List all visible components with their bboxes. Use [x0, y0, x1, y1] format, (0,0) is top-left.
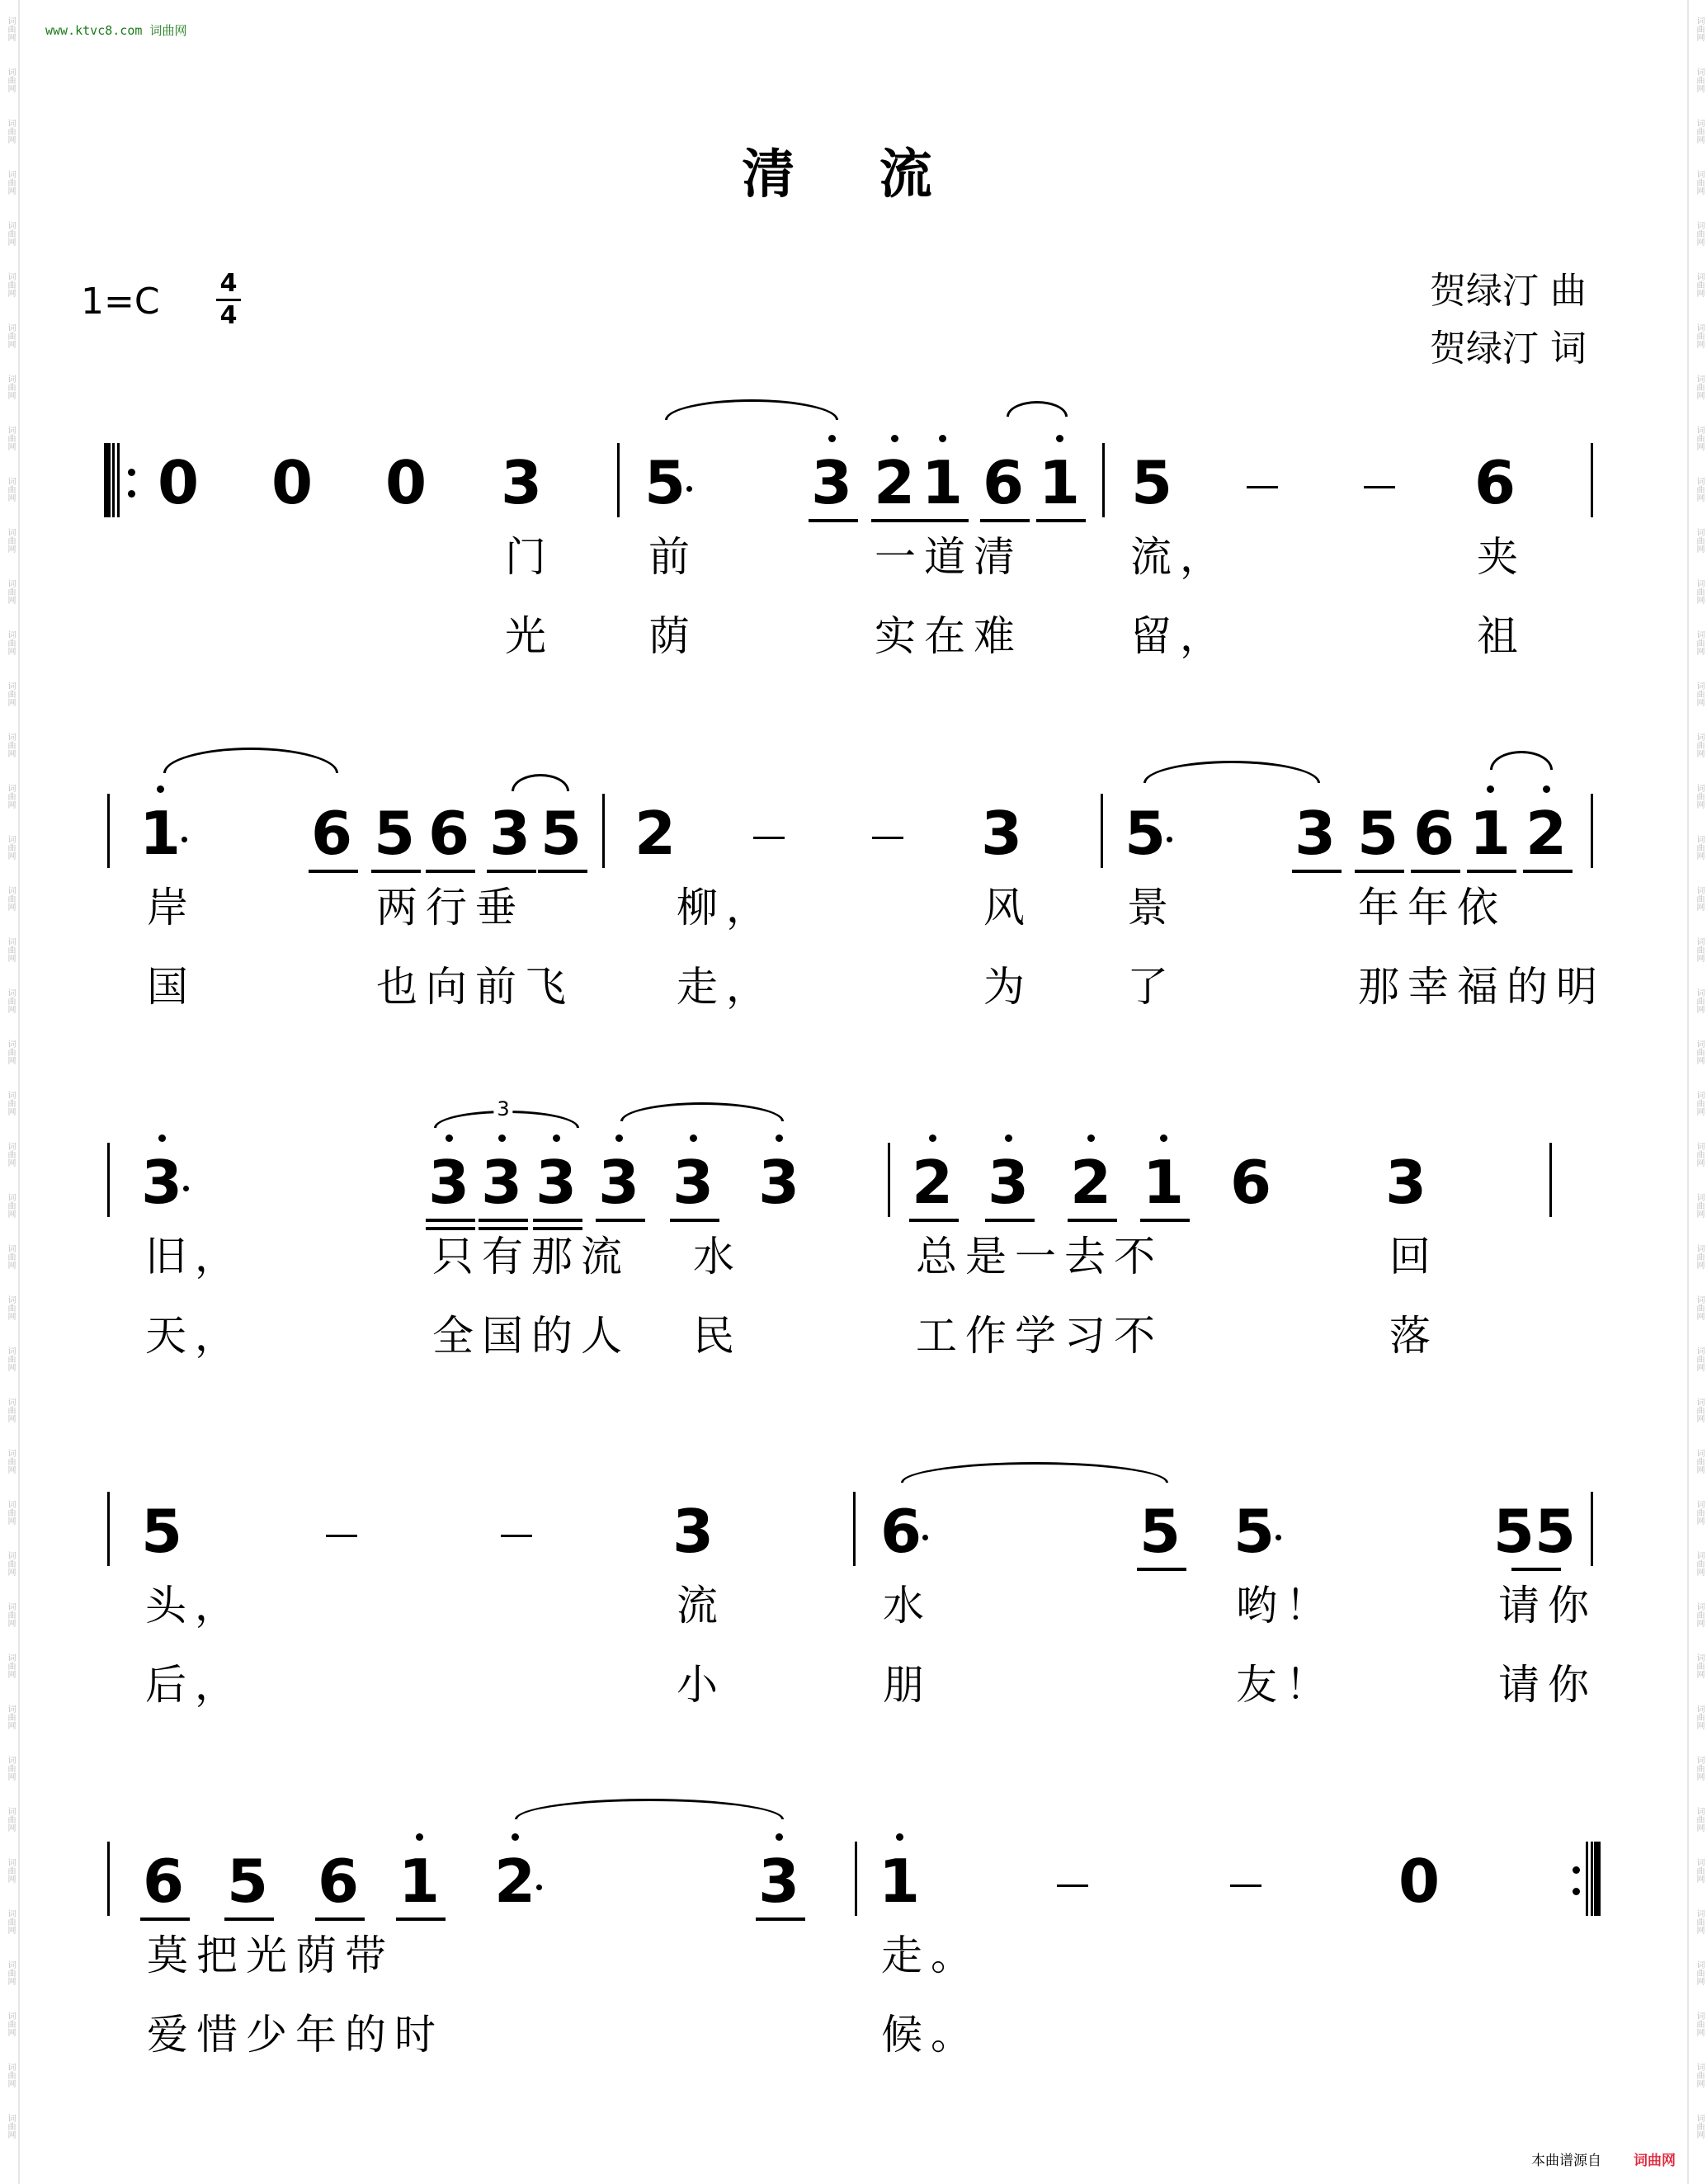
margin-watermark-text: 词曲网	[6, 1909, 15, 1934]
high-octave-dot	[929, 1134, 936, 1142]
margin-watermark-text: 词曲网	[1695, 68, 1704, 92]
lyric-verse1: 景	[1127, 884, 1177, 932]
high-octave-dot	[776, 1833, 783, 1841]
note: 0	[271, 448, 314, 517]
margin-watermark-text: 词曲网	[6, 426, 15, 450]
repeat-dot	[128, 490, 135, 498]
high-octave-dot	[498, 1134, 506, 1142]
eighth-underline	[1523, 870, 1573, 873]
margin-watermark-text: 词曲网	[1695, 17, 1704, 41]
margin-watermark-text: 词曲网	[1695, 1500, 1704, 1525]
note: 3	[757, 1847, 800, 1916]
margin-watermark-text: 词曲网	[6, 375, 15, 399]
margin-watermark-text: 词曲网	[1695, 937, 1704, 962]
lyric-verse1: 门	[505, 533, 554, 581]
lyric-verse1: 流，	[1130, 533, 1229, 581]
barline	[1591, 1492, 1593, 1566]
eighth-underline	[371, 870, 421, 873]
margin-watermark-text: 词曲网	[1695, 2063, 1704, 2087]
high-octave-dot	[828, 435, 836, 442]
margin-watermark-text: 词曲网	[6, 1602, 15, 1627]
high-octave-dot	[446, 1134, 453, 1142]
note: 5	[373, 799, 416, 868]
margin-watermark-text: 词曲网	[6, 2012, 15, 2036]
barline	[1102, 443, 1105, 517]
lyric-verse1: 请你	[1498, 1582, 1597, 1630]
note: 3	[1384, 1148, 1427, 1217]
margin-watermark-text: 词曲网	[6, 784, 15, 809]
barline	[853, 1492, 856, 1566]
lyric-verse2: 祖	[1477, 612, 1526, 660]
tie-slur	[901, 1462, 1168, 1483]
barline	[1591, 443, 1593, 517]
tie-slur	[620, 1102, 784, 1121]
beat-dash	[1247, 486, 1278, 488]
margin-watermark-text: 词曲网	[6, 682, 15, 706]
lyric-verse2: 也向前飞	[376, 963, 574, 1011]
lyric-verse1: 水	[883, 1582, 932, 1630]
margin-watermark-text: 词曲网	[1695, 2012, 1704, 2036]
lyric-verse1: 只有那流	[432, 1233, 630, 1281]
note: 55	[1492, 1497, 1577, 1566]
margin-watermark-text: 词曲网	[1695, 528, 1704, 553]
note: 6	[982, 448, 1025, 517]
margin-watermark-text: 词曲网	[6, 272, 15, 297]
note: 1	[921, 448, 964, 517]
key-signature: 1=C	[81, 281, 160, 323]
high-octave-dot	[1005, 1134, 1012, 1142]
note: 6	[427, 799, 470, 868]
lyric-verse1: 旧，	[145, 1233, 244, 1281]
margin-watermark-text: 词曲网	[1695, 323, 1704, 348]
margin-watermark-text: 词曲网	[6, 1295, 15, 1320]
lyric-verse1: 头，	[145, 1582, 244, 1630]
triplet-number: 3	[493, 1097, 512, 1120]
note: 2	[1525, 799, 1568, 868]
note: 3	[488, 799, 531, 868]
footer-source: 本曲谱源自	[1531, 2153, 1601, 2169]
note: 6	[1229, 1148, 1272, 1217]
margin-watermark-text: 词曲网	[1695, 630, 1704, 655]
eighth-underline	[1467, 870, 1516, 873]
eighth-underline	[487, 870, 536, 873]
eighth-underline	[426, 1219, 475, 1222]
eighth-underline	[985, 1219, 1035, 1222]
note: 5	[540, 799, 582, 868]
lyric-verse2: 朋	[883, 1661, 932, 1709]
eighth-underline	[809, 519, 858, 522]
barline	[112, 443, 115, 517]
margin-watermark-text: 词曲网	[6, 1705, 15, 1729]
eighth-underline	[479, 1219, 528, 1222]
footer-brand[interactable]: 词曲网	[1634, 2153, 1676, 2169]
beat-dash	[1364, 486, 1395, 488]
repeat-dot	[128, 469, 135, 476]
beat-dash	[872, 837, 903, 839]
note: 2	[1069, 1148, 1112, 1217]
margin-watermark-text: 词曲网	[1695, 1653, 1704, 1678]
high-octave-dot	[939, 435, 946, 442]
note: 3	[980, 799, 1023, 868]
margin-watermark-text: 词曲网	[1695, 375, 1704, 399]
eighth-underline	[1140, 1219, 1190, 1222]
note: 2	[873, 448, 916, 517]
note: 3	[810, 448, 853, 517]
lyric-verse1: 岸	[147, 884, 196, 932]
note: 6	[1412, 799, 1455, 868]
barline	[1549, 1143, 1552, 1217]
margin-watermark-text: 词曲网	[1695, 1960, 1704, 1985]
margin-watermark-text: 词曲网	[1695, 784, 1704, 809]
note: 6	[310, 799, 353, 868]
lyric-verse1: 两行垂	[376, 884, 525, 932]
lyric-verse1: 一道清	[875, 533, 1023, 581]
margin-watermark-text: 词曲网	[6, 221, 15, 246]
margin-watermark-text: 词曲网	[1695, 477, 1704, 502]
note: 2	[493, 1847, 536, 1916]
note: 5	[140, 1497, 183, 1566]
eighth-underline	[909, 1219, 959, 1222]
lyric-verse2: 那幸福的明	[1358, 963, 1606, 1011]
margin-watermark-text: 词曲网	[1695, 170, 1704, 195]
eighth-underline	[756, 1917, 805, 1921]
margin-watermark-text: 词曲网	[1695, 682, 1704, 706]
right-margin-watermark	[1687, 0, 1707, 2184]
margin-watermark-text: 词曲网	[6, 886, 15, 911]
eighth-underline	[1137, 1568, 1186, 1571]
barline	[888, 1143, 890, 1217]
margin-watermark-text: 词曲网	[1695, 1705, 1704, 1729]
lyric-verse2: 请你	[1498, 1661, 1597, 1709]
margin-watermark-text: 词曲网	[1695, 1551, 1704, 1576]
note: 3	[480, 1148, 523, 1217]
margin-watermark-text: 词曲网	[6, 1653, 15, 1678]
margin-watermark-text: 词曲网	[6, 1960, 15, 1985]
tie-slur	[1490, 751, 1553, 770]
eighth-underline	[1036, 519, 1086, 522]
eighth-underline	[919, 519, 969, 522]
margin-watermark-text: 词曲网	[1695, 119, 1704, 144]
beat-dash	[326, 1535, 357, 1537]
eighth-underline	[224, 1917, 274, 1921]
eighth-underline	[538, 870, 587, 873]
margin-watermark-text: 词曲网	[1695, 272, 1704, 297]
lyric-verse2: 走，	[677, 963, 776, 1011]
margin-watermark-text: 词曲网	[1695, 1193, 1704, 1218]
beat-dash	[1230, 1884, 1261, 1887]
margin-watermark-text: 词曲网	[1695, 221, 1704, 246]
eighth-underline	[1068, 1219, 1117, 1222]
eighth-underline	[396, 1917, 446, 1921]
margin-watermark-text: 词曲网	[6, 323, 15, 348]
margin-watermark-text: 词曲网	[6, 630, 15, 655]
margin-watermark-text: 词曲网	[6, 733, 15, 757]
margin-watermark-text: 词曲网	[6, 579, 15, 604]
note: 6	[879, 1497, 922, 1566]
augmentation-dot	[686, 486, 692, 492]
high-octave-dot	[1056, 435, 1063, 442]
margin-watermark-text: 词曲网	[6, 988, 15, 1013]
note: 5	[226, 1847, 269, 1916]
augmentation-dot	[922, 1535, 928, 1540]
high-octave-dot	[690, 1134, 697, 1142]
note: 1	[878, 1847, 921, 1916]
barline	[617, 443, 620, 517]
margin-watermark-text: 词曲网	[1695, 1040, 1704, 1064]
margin-watermark-text: 词曲网	[6, 1551, 15, 1576]
repeat-thin-bar	[117, 443, 120, 517]
note: 3	[535, 1148, 578, 1217]
margin-watermark-text: 词曲网	[6, 528, 15, 553]
note: 5	[1233, 1497, 1276, 1566]
credits	[1430, 262, 1587, 378]
lyric-verse1: 走。	[881, 1932, 980, 1979]
augmentation-dot	[182, 837, 187, 842]
margin-watermark-text: 词曲网	[6, 1756, 15, 1781]
note: 0	[157, 448, 200, 517]
tie-slur	[665, 399, 838, 420]
lyric-verse2: 落	[1389, 1312, 1439, 1360]
note: 5	[644, 448, 686, 517]
lyric-verse1: 莫把光荫带	[147, 1932, 394, 1979]
lyric-verse2: 民	[693, 1312, 743, 1360]
eighth-underline	[426, 870, 475, 873]
tie-slur	[512, 774, 569, 791]
barline	[1101, 794, 1103, 868]
margin-watermark-text: 词曲网	[1695, 1142, 1704, 1167]
tie-slur	[163, 748, 338, 773]
margin-watermark-text: 词曲网	[6, 119, 15, 144]
margin-watermark-text: 词曲网	[6, 1858, 15, 1883]
margin-watermark-text: 词曲网	[1695, 2114, 1704, 2139]
augmentation-dot	[1167, 837, 1172, 842]
high-octave-dot	[1543, 785, 1550, 793]
margin-watermark-text: 词曲网	[1695, 1398, 1704, 1422]
margin-watermark-text: 词曲网	[1695, 426, 1704, 450]
note: 3	[1294, 799, 1337, 868]
tie-slur	[1007, 401, 1068, 417]
lyric-verse2: 候。	[881, 2011, 980, 2059]
barline	[107, 1143, 110, 1217]
lyric-verse2: 荫	[648, 612, 698, 660]
lyric-verse2: 工作学习不	[916, 1312, 1163, 1360]
note: 5	[1139, 1497, 1181, 1566]
note: 6	[1474, 448, 1516, 517]
barline	[107, 1492, 110, 1566]
note: 1	[1469, 799, 1511, 868]
margin-watermark-text: 词曲网	[6, 2114, 15, 2139]
repeat-thin-bar	[1586, 1842, 1588, 1916]
margin-watermark-text: 词曲网	[6, 68, 15, 92]
lyricist-credit: 贺绿汀 词	[1430, 328, 1587, 370]
repeat-dot	[1573, 1866, 1580, 1874]
high-octave-dot	[896, 1833, 903, 1841]
song-title: 清 流	[742, 144, 965, 205]
barline	[855, 1842, 857, 1916]
lyric-verse1: 总是一去不	[916, 1233, 1163, 1281]
lyric-verse1: 前	[648, 533, 698, 581]
lyric-verse1: 夹	[1477, 533, 1526, 581]
lyric-verse2: 小	[677, 1661, 726, 1709]
margin-watermark-text: 词曲网	[1695, 1807, 1704, 1832]
left-margin-watermark	[0, 0, 20, 2184]
note: 3	[672, 1497, 714, 1566]
high-octave-dot	[512, 1833, 519, 1841]
high-octave-dot	[1487, 785, 1494, 793]
lyric-verse1: 年年依	[1358, 884, 1507, 932]
eighth-underline	[980, 519, 1030, 522]
note: 6	[317, 1847, 360, 1916]
margin-watermark-text: 词曲网	[1695, 1858, 1704, 1883]
margin-watermark-text: 词曲网	[6, 1244, 15, 1269]
margin-watermark-text: 词曲网	[6, 1449, 15, 1474]
lyric-verse2: 后，	[145, 1661, 244, 1709]
lyric-verse1: 风	[983, 884, 1033, 932]
margin-watermark-text: 词曲网	[1695, 579, 1704, 604]
note: 3	[757, 1148, 800, 1217]
margin-watermark-text: 词曲网	[1695, 1756, 1704, 1781]
margin-watermark-text: 词曲网	[1695, 1295, 1704, 1320]
margin-watermark-text: 词曲网	[6, 1500, 15, 1525]
lyric-verse2: 国	[147, 963, 196, 1011]
note: 6	[142, 1847, 185, 1916]
high-octave-dot	[615, 1134, 623, 1142]
eighth-underline	[1355, 870, 1404, 873]
high-octave-dot	[158, 1134, 166, 1142]
site-url[interactable]: www.ktvc8.com 词曲网	[45, 23, 187, 38]
margin-watermark-text: 词曲网	[1695, 1909, 1704, 1934]
barline	[602, 794, 605, 868]
eighth-underline	[670, 1219, 719, 1222]
note: 0	[384, 448, 427, 517]
eighth-underline	[596, 1219, 645, 1222]
eighth-underline	[871, 519, 921, 522]
eighth-underline	[309, 870, 358, 873]
lyric-verse1: 哟！	[1236, 1582, 1335, 1630]
lyric-verse2: 全国的人	[432, 1312, 630, 1360]
note: 2	[911, 1148, 954, 1217]
repeat-thick-bar	[1594, 1842, 1601, 1916]
margin-watermark-text: 词曲网	[1695, 886, 1704, 911]
margin-watermark-text: 词曲网	[6, 937, 15, 962]
margin-watermark-text: 词曲网	[6, 1347, 15, 1371]
lyric-verse2: 光	[505, 612, 554, 660]
barline	[1591, 1842, 1593, 1916]
note: 3	[427, 1148, 470, 1217]
barline	[107, 1842, 110, 1916]
margin-watermark-text: 词曲网	[6, 1142, 15, 1167]
high-octave-dot	[553, 1134, 560, 1142]
augmentation-dot	[1276, 1535, 1281, 1540]
note: 3	[672, 1148, 714, 1217]
augmentation-dot	[536, 1884, 542, 1890]
note: 1	[139, 799, 182, 868]
note: 3	[500, 448, 543, 517]
note: 1	[1038, 448, 1081, 517]
margin-watermark-text: 词曲网	[1695, 733, 1704, 757]
lyric-verse2: 天，	[145, 1312, 244, 1360]
lyric-verse2: 留，	[1130, 612, 1229, 660]
margin-watermark-text: 词曲网	[6, 1807, 15, 1832]
margin-watermark-text: 词曲网	[6, 1398, 15, 1422]
repeat-thick-bar	[104, 443, 111, 517]
eighth-underline	[1511, 1568, 1561, 1571]
lyric-verse2: 爱惜少年的时	[147, 2011, 444, 2059]
margin-watermark-text: 词曲网	[6, 1091, 15, 1116]
note: 5	[1130, 448, 1173, 517]
margin-watermark-text: 词曲网	[6, 477, 15, 502]
lyric-verse1: 回	[1389, 1233, 1439, 1281]
margin-watermark-text: 词曲网	[6, 1040, 15, 1064]
eighth-underline	[1411, 870, 1460, 873]
margin-watermark-text: 词曲网	[1695, 1091, 1704, 1116]
note: 5	[1356, 799, 1399, 868]
barline	[1591, 794, 1593, 868]
high-octave-dot	[776, 1134, 783, 1142]
margin-watermark-text: 词曲网	[1695, 988, 1704, 1013]
note: 2	[634, 799, 677, 868]
lyric-verse2: 友！	[1236, 1661, 1335, 1709]
lyric-verse2: 为	[983, 963, 1033, 1011]
composer-credit: 贺绿汀 曲	[1430, 270, 1587, 312]
margin-watermark-text: 词曲网	[6, 1193, 15, 1218]
tie-slur	[1144, 761, 1320, 783]
eighth-underline	[533, 1219, 582, 1222]
note: 5	[1124, 799, 1167, 868]
barline	[107, 794, 110, 868]
high-octave-dot	[1087, 1134, 1095, 1142]
eighth-underline	[140, 1917, 190, 1921]
margin-watermark-text: 词曲网	[6, 17, 15, 41]
margin-watermark-text: 词曲网	[1695, 1602, 1704, 1627]
high-octave-dot	[891, 435, 898, 442]
margin-watermark-text: 词曲网	[1695, 1347, 1704, 1371]
eighth-underline	[1292, 870, 1342, 873]
repeat-dot	[1573, 1888, 1580, 1895]
beat-dash	[501, 1535, 532, 1537]
beat-dash	[1057, 1884, 1088, 1887]
note: 3	[140, 1148, 183, 1217]
note: 1	[1142, 1148, 1185, 1217]
high-octave-dot	[1160, 1134, 1167, 1142]
note: 3	[987, 1148, 1030, 1217]
margin-watermark-text: 词曲网	[6, 170, 15, 195]
note: 1	[398, 1847, 441, 1916]
margin-watermark-text: 词曲网	[1695, 835, 1704, 860]
high-octave-dot	[416, 1833, 423, 1841]
lyric-verse1: 流	[677, 1582, 726, 1630]
lyric-verse1: 柳，	[677, 884, 776, 932]
tie-slur	[515, 1799, 784, 1819]
margin-watermark-text: 词曲网	[6, 835, 15, 860]
high-octave-dot	[157, 785, 164, 793]
eighth-underline	[315, 1917, 365, 1921]
margin-watermark-text: 词曲网	[1695, 1449, 1704, 1474]
margin-watermark-text: 词曲网	[1695, 1244, 1704, 1269]
note: 0	[1398, 1847, 1441, 1916]
margin-watermark-text: 词曲网	[6, 2063, 15, 2087]
note: 3	[597, 1148, 640, 1217]
lyric-verse2: 实在难	[875, 612, 1023, 660]
augmentation-dot	[183, 1186, 189, 1191]
lyric-verse2: 了	[1127, 963, 1177, 1011]
time-signature: 4 4	[216, 271, 241, 329]
beat-dash	[753, 837, 785, 839]
lyric-verse1: 水	[693, 1233, 743, 1281]
